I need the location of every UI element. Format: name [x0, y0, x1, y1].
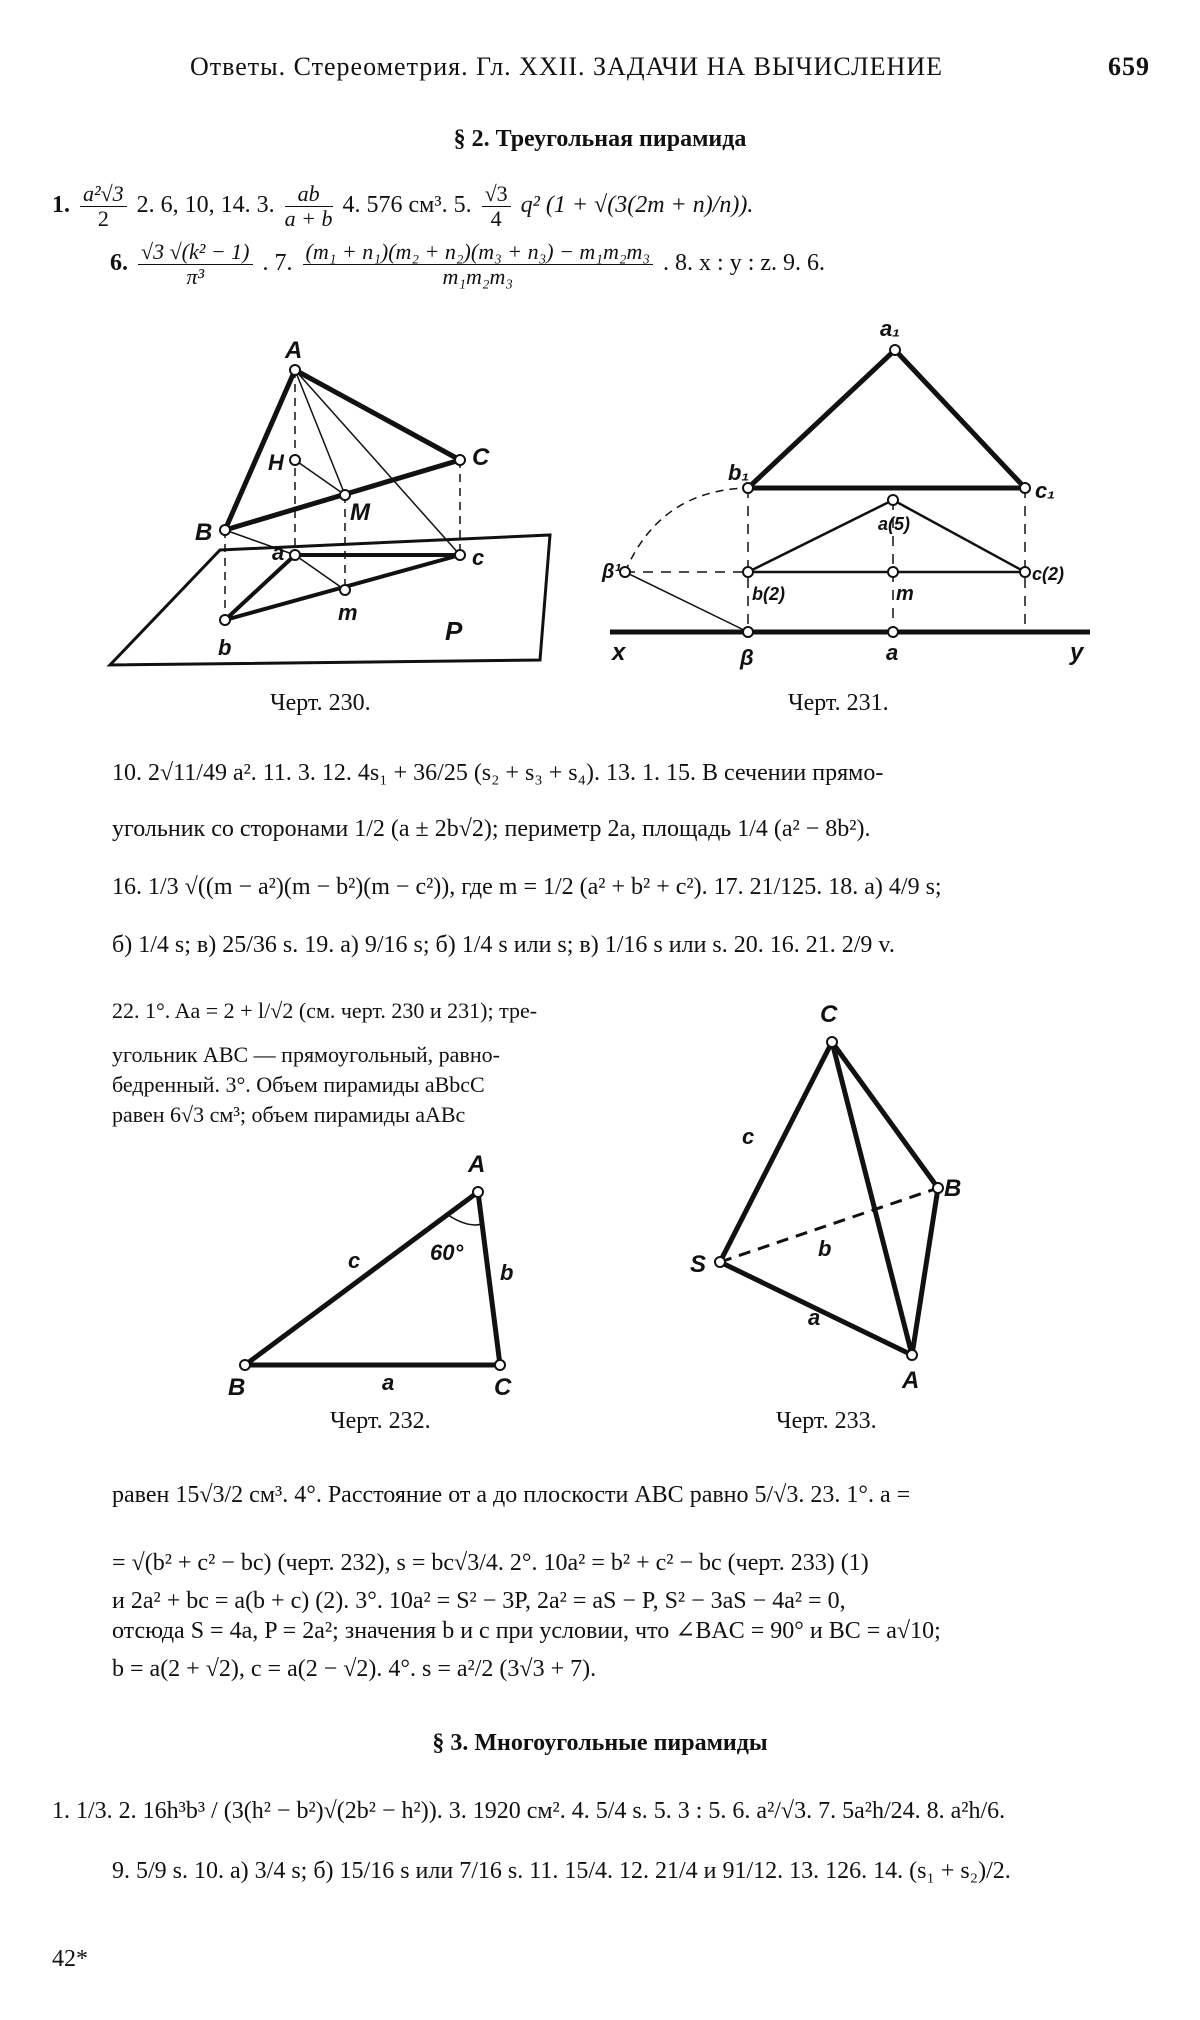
label-a: a	[272, 540, 285, 565]
s2-line-1	[52, 182, 1152, 231]
label-C: C	[820, 1001, 838, 1028]
text10-line-1: 10. 2√11/49 a². 11. 3. 12. 4s₁ + 36/25 (s₂ + s₃ + s₄). 13. 1. 15. В сечении прямо-	[112, 760, 884, 786]
caption-232: Черт. 232.	[330, 1408, 431, 1434]
fraction-5: $\frac{√3}{4}$	[482, 182, 511, 231]
edge-ca	[832, 1042, 912, 1355]
label-b2: b(2)	[752, 584, 785, 604]
fraction-6: $\frac{\text{√3 √(k² − 1)}}{\text{π³}}$	[138, 240, 253, 289]
label-b: b	[218, 635, 232, 660]
edge-b-a5	[748, 500, 893, 572]
arc-beta	[625, 488, 748, 572]
label-c: c	[348, 1248, 361, 1273]
text23-line-5: b = a(2 + √2), c = a(2 − √2). 4°. s = a²/2 (3√3 + 7).	[112, 1656, 597, 1682]
label-x: x	[612, 639, 626, 666]
side-c	[245, 1192, 478, 1365]
label-m: m	[896, 583, 914, 605]
text23-line-2: = √(b² + c² − bc) (черт. 232), s = bc√3/4. 2°. 10a² = b² + c² − bc (черт. 233) (1)	[112, 1550, 869, 1576]
caption-231: Черт. 231.	[788, 690, 889, 716]
s3-line-1: 1. 1/3. 2. 16h³b³ / (3(h² − b²)√(2b² − h²)). 3. 1920 см². 4. 5/4 s. 5. 3 : 5. 6. a²/√3. 7. 5a²h/24. 8. a²h/6.	[52, 1798, 1006, 1824]
line-b-a	[225, 530, 295, 555]
text10-line-3: 16. 1/3 √((m − a²)(m − b²)(m − c²)), где m = 1/2 (a² + b² + c²). 17. 21/125. 18. а) 4/9 s;	[112, 874, 942, 900]
label-C: C	[494, 1374, 512, 1401]
edge-ba	[912, 1188, 938, 1355]
label-S: S	[690, 1251, 707, 1278]
items-4-5: 4. 576 см³. 5.	[342, 192, 472, 219]
label-beta1: β¹	[602, 561, 622, 583]
fraction-7: $\frac{\text{(m₁ + n₁)(m₂ + n₂)(m₃ + n₃) − m₁m₂m₃}}{\text{m₁m₂m₃}}$	[303, 240, 654, 289]
label-a: a	[886, 640, 899, 665]
label-a1: a₁	[880, 320, 900, 341]
item-6-number: 6.	[110, 250, 128, 277]
edge-a1-b1	[748, 350, 895, 488]
label-A: A	[902, 1367, 920, 1394]
label-C: C	[472, 444, 490, 471]
figure-232	[220, 1140, 540, 1410]
label-H: H	[268, 450, 284, 475]
label-c1: c₁	[1035, 478, 1055, 503]
label-a5: a(5)	[878, 514, 911, 534]
label-b: b	[818, 1236, 832, 1261]
edge-a-c	[295, 370, 460, 460]
text10-line-2: угольник со сторонами 1/2 (a ± 2b√2); периметр 2a, площадь 1/4 (a² − 8b²).	[112, 816, 871, 842]
label-c: c	[472, 545, 485, 570]
label-M: M	[350, 499, 370, 526]
text10-line-5: 22. 1°. Aa = 2 + l/√2 (см. черт. 230 и 231); тре-	[112, 998, 538, 1023]
footer-mark: 42*	[52, 1946, 88, 1972]
figure-231	[600, 320, 1120, 680]
label-A: A	[285, 337, 303, 364]
section-3-title: § 3. Многоугольные пирамиды	[432, 1730, 768, 1756]
running-header	[190, 52, 1150, 82]
fraction-3: $\frac{ab}{a + b}$	[284, 181, 333, 231]
figure-230	[100, 320, 580, 700]
label-c2: c(2)	[1032, 564, 1065, 584]
side-b	[478, 1192, 500, 1365]
label-A: A	[468, 1151, 486, 1178]
item-5-rest: q² (1 + √(3(2m + n)/n)).	[520, 192, 754, 219]
header-title: Ответы. Стереометрия. Гл. XXII. ЗАДАЧИ НА ВЫЧИСЛЕНИЕ	[190, 52, 943, 81]
items-2-3: 2. 6, 10, 14. 3.	[136, 192, 275, 219]
text10-line-6: угольник ABC — прямоугольный, равно-	[112, 1042, 500, 1067]
edge-a-b	[225, 370, 295, 530]
edge-a5-c	[893, 500, 1025, 572]
text23-line-4: отсюда S = 4a, P = 2a²; значения b и c при условии, что ∠BAC = 90° и BC = a√10;	[112, 1618, 941, 1644]
text10-line-8: равен 6√3 см³; объем пирамиды aABc	[112, 1102, 466, 1127]
item-7-number: . 7.	[262, 250, 293, 277]
line-a-m	[295, 370, 345, 495]
label-B: B	[195, 519, 213, 546]
label-y: y	[1070, 639, 1084, 666]
edge-a1-c1	[895, 350, 1025, 488]
line-a-c-low	[295, 370, 460, 555]
label-a: a	[808, 1305, 821, 1330]
label-beta: β	[740, 645, 754, 670]
item-1-number: 1.	[52, 192, 70, 219]
fraction-1: $\frac{\text{a²√3}}{2}$	[80, 182, 127, 231]
line-a-m-proj	[295, 555, 345, 590]
label-m: m	[338, 600, 358, 625]
caption-233: Черт. 233.	[776, 1408, 877, 1434]
text23-line-3: и 2a² + bc = a(b + c) (2). 3°. 10a² = S² − 3P, 2a² = aS − P, S² − 3aS − 4a² = 0,	[112, 1588, 846, 1614]
page-number: 659	[1108, 52, 1150, 81]
label-B: B	[944, 1175, 962, 1202]
text10-line-4: б) 1/4 s; в) 25/36 s. 19. а) 9/16 s; б) 1/4 s или s; в) 1/16 s или s. 20. 16. 21. 2/9 v.	[112, 932, 895, 958]
label-B: B	[228, 1374, 246, 1401]
label-P: P	[445, 616, 463, 646]
edge-cb	[832, 1042, 938, 1188]
items-8-9: . 8. x : y : z. 9. 6.	[663, 250, 826, 277]
text23-line-1: равен 15√3/2 см³. 4°. Расстояние от a до плоскости ABC равно 5/√3. 23. 1°. a =	[112, 1482, 911, 1508]
label-a: a	[382, 1370, 395, 1395]
text10-line-7: бедренный. 3°. Объем пирамиды aBbcC	[112, 1072, 485, 1097]
s3-line-2: 9. 5/9 s. 10. а) 3/4 s; б) 15/16 s или 7/16 s. 11. 15/4. 12. 21/4 и 91/12. 13. 126. 14. (s₁ + s₂)/2.	[112, 1858, 1011, 1884]
figure-233	[680, 1000, 1000, 1400]
angle-arc	[448, 1215, 482, 1225]
label-60: 60°	[430, 1240, 464, 1265]
caption-230: Черт. 230.	[270, 690, 371, 716]
label-b: b	[500, 1260, 514, 1285]
label-b1: b₁	[728, 460, 750, 485]
section-2-title: § 2. Треугольная пирамида	[453, 126, 747, 152]
s2-line-2	[110, 240, 1200, 289]
label-c: c	[742, 1124, 755, 1149]
